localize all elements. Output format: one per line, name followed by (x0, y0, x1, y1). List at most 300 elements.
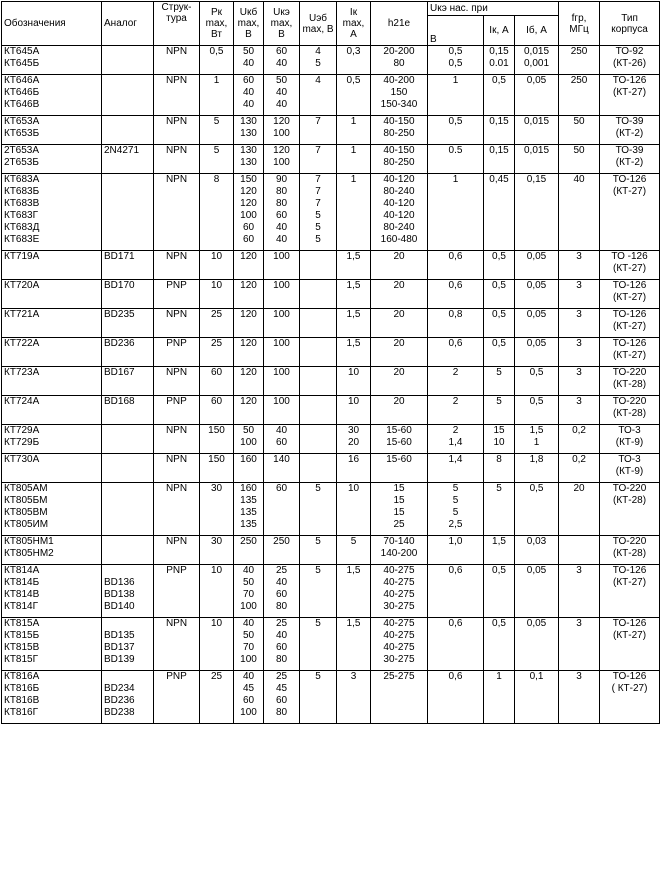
header-uke: Uкэ max, В (264, 2, 300, 46)
cell-value (339, 507, 368, 519)
cell-value: 0,5 (448, 58, 463, 69)
cell-value: 40-275 (383, 589, 415, 600)
cell-value: (КТ-26) (613, 58, 647, 69)
cell-value (373, 379, 425, 391)
cell-value (302, 630, 334, 642)
cell-value: 0,015 (524, 46, 550, 57)
cell-value: 5 (496, 396, 502, 407)
cell-value (430, 695, 481, 707)
cell-ukesat-v (428, 396, 484, 425)
cell-value (156, 87, 197, 99)
cell-uke (264, 145, 300, 174)
cell-ukesat-ik (484, 145, 515, 174)
cell-value (486, 577, 512, 589)
cell-value: BD136 (104, 577, 135, 588)
cell-value: КТ814В (4, 589, 40, 600)
cell-value (339, 263, 368, 275)
cell-value: (КТ-27) (613, 577, 647, 588)
cell-value (602, 707, 657, 719)
cell-value (561, 630, 597, 642)
cell-value (339, 99, 368, 111)
cell-value (339, 589, 368, 601)
cell-structure (154, 483, 200, 536)
cell-value: 7 (315, 145, 321, 156)
cell-value: 20 (393, 338, 405, 349)
cell-value (236, 321, 261, 333)
cell-value: ТО-126 (612, 671, 647, 682)
cell-value (339, 321, 368, 333)
cell-value: 30-275 (383, 601, 415, 612)
cell-value: 0.01 (489, 58, 509, 69)
cell-value: 25 (275, 618, 288, 629)
cell-ik (337, 174, 371, 251)
cell-analog (102, 618, 154, 671)
cell-value: 0,5 (492, 618, 506, 629)
cell-value: 25 (275, 565, 288, 576)
cell-value: 1,5 (346, 251, 361, 262)
cell-value (302, 466, 334, 478)
cell-pk (200, 174, 234, 251)
cell-value (602, 210, 657, 222)
cell-ukesat-ik (484, 338, 515, 367)
table-row (2, 280, 660, 309)
cell-ukesat-ib (515, 338, 559, 367)
cell-value: КТ646А (4, 75, 40, 86)
cell-value: (КТ-28) (613, 408, 647, 419)
cell-value: 10 (493, 437, 505, 448)
cell-value: 0,5 (492, 251, 506, 262)
cell-value: 100 (240, 601, 257, 612)
cell-value (236, 466, 261, 478)
cell-value (339, 577, 368, 589)
cell-value: КТ816А (4, 671, 40, 682)
cell-package (600, 145, 660, 174)
cell-value (156, 437, 197, 449)
cell-package (600, 565, 660, 618)
cell-value: 100 (240, 654, 257, 665)
cell-value (339, 548, 368, 560)
cell-value (236, 379, 261, 391)
cell-uke (264, 367, 300, 396)
cell-value: 100 (273, 309, 290, 320)
cell-value (517, 321, 556, 333)
cell-value (430, 87, 481, 99)
cell-value (4, 263, 99, 275)
cell-ukesat-ik (484, 618, 515, 671)
cell-value: 40 (242, 87, 255, 98)
cell-value: 45 (242, 683, 255, 694)
header-ukesat-ik: Iк, А (484, 16, 515, 46)
cell-value: ТО-220 (612, 536, 647, 547)
cell-ik (337, 425, 371, 454)
cell-fgr (559, 174, 600, 251)
cell-value (156, 548, 197, 560)
cell-ukesat-ik (484, 280, 515, 309)
cell-value (486, 234, 512, 246)
cell-value: 20 (573, 483, 585, 494)
cell-value (517, 601, 556, 613)
cell-value: КТ816В (4, 695, 40, 706)
cell-value (156, 507, 197, 519)
header-fgr: fгр, МГц (559, 2, 600, 46)
cell-value (104, 454, 151, 466)
cell-ueb (300, 338, 337, 367)
cell-value: 4 (315, 75, 321, 86)
cell-value (430, 577, 481, 589)
table-row (2, 671, 660, 724)
cell-value (156, 350, 197, 362)
cell-value: 0,6 (448, 671, 463, 682)
cell-value (104, 350, 151, 362)
cell-value: КТ805ИМ (4, 519, 49, 530)
cell-value (430, 466, 481, 478)
cell-value: 0,15 (526, 174, 547, 185)
table-row (2, 396, 660, 425)
cell-value (602, 198, 657, 210)
cell-uke (264, 483, 300, 536)
cell-pk (200, 280, 234, 309)
cell-ukesat-v (428, 425, 484, 454)
cell-h21e (371, 251, 428, 280)
cell-value: 0,001 (524, 58, 550, 69)
cell-value (156, 577, 197, 589)
cell-ukb (234, 280, 264, 309)
cell-value: 20 (393, 367, 405, 378)
cell-value: 60 (242, 234, 255, 245)
cell-value: 120 (240, 367, 257, 378)
cell-value (517, 695, 556, 707)
cell-ukesat-ib (515, 367, 559, 396)
cell-value: 80 (275, 654, 288, 665)
cell-value: 15 (393, 483, 405, 494)
cell-value: 40 (275, 222, 288, 233)
cell-value (156, 99, 197, 111)
cell-value: 30 (347, 425, 360, 436)
cell-value (517, 642, 556, 654)
cell-value (486, 548, 512, 560)
cell-value: 160 (240, 483, 257, 494)
cell-structure (154, 396, 200, 425)
cell-value: BD235 (104, 309, 135, 320)
cell-value: КТ719А (4, 251, 40, 262)
cell-value (104, 210, 151, 222)
cell-pk (200, 251, 234, 280)
cell-value: 100 (273, 396, 290, 407)
cell-value: 120 (240, 198, 257, 209)
cell-value: 120 (273, 116, 290, 127)
cell-value (517, 99, 556, 111)
cell-package (600, 174, 660, 251)
cell-ik (337, 536, 371, 565)
cell-value (517, 589, 556, 601)
cell-value (339, 292, 368, 304)
cell-value: 40-200 (383, 75, 415, 86)
cell-value: 0,15 (489, 145, 509, 156)
cell-value: 1,5 (346, 280, 361, 291)
cell-value: 0,8 (448, 309, 463, 320)
cell-value (561, 321, 597, 333)
cell-ik (337, 671, 371, 724)
cell-h21e (371, 425, 428, 454)
cell-pk (200, 396, 234, 425)
cell-value (156, 408, 197, 420)
cell-value (561, 466, 597, 478)
cell-value: 0,5 (492, 309, 506, 320)
cell-value (202, 222, 231, 234)
cell-value: (КТ-27) (613, 350, 647, 361)
cell-value (104, 174, 151, 186)
cell-value: 0,15 (489, 46, 509, 57)
cell-structure (154, 565, 200, 618)
cell-value: 150 (208, 425, 225, 436)
cell-value (339, 642, 368, 654)
cell-value (156, 466, 197, 478)
cell-value: 0,05 (526, 280, 547, 291)
cell-value: ТО-92 (615, 46, 644, 57)
cell-value: КТ683Г (4, 210, 39, 221)
cell-value: 40-120 (383, 210, 415, 221)
cell-ukb (234, 367, 264, 396)
cell-value: ТО-3 (618, 454, 641, 465)
cell-designation (2, 280, 102, 309)
cell-value (561, 601, 597, 613)
cell-uke (264, 75, 300, 116)
cell-fgr (559, 367, 600, 396)
cell-designation (2, 309, 102, 338)
cell-ukb (234, 145, 264, 174)
cell-value (486, 263, 512, 275)
cell-h21e (371, 367, 428, 396)
cell-value (302, 548, 334, 560)
cell-value: 0,5 (448, 46, 463, 57)
cell-value: 40-275 (383, 618, 415, 629)
cell-value (486, 589, 512, 601)
cell-value (202, 157, 231, 169)
transistor-specs-table (1, 1, 660, 724)
cell-fgr (559, 251, 600, 280)
cell-pk (200, 367, 234, 396)
cell-value: 120 (240, 338, 257, 349)
cell-pk (200, 671, 234, 724)
cell-value (561, 58, 597, 70)
cell-ueb (300, 425, 337, 454)
cell-value (561, 87, 597, 99)
cell-value: КТ723А (4, 367, 40, 378)
cell-value: КТ683Е (4, 234, 40, 245)
header-ik: Iк max, А (337, 2, 371, 46)
cell-value: 40-150 (383, 145, 415, 156)
cell-ukesat-v (428, 116, 484, 145)
table-row (2, 174, 660, 251)
cell-value: КТ730А (4, 454, 40, 465)
cell-ukesat-ik (484, 46, 515, 75)
cell-value: 120 (240, 396, 257, 407)
cell-value (561, 683, 597, 695)
cell-value: 20 (393, 309, 405, 320)
cell-value (373, 350, 425, 362)
cell-package (600, 116, 660, 145)
cell-ukb (234, 454, 264, 483)
cell-ik (337, 46, 371, 75)
cell-uke (264, 280, 300, 309)
cell-value (104, 263, 151, 275)
cell-value: BD170 (104, 280, 135, 291)
cell-value: 130 (240, 116, 257, 127)
cell-value: 1,5 (346, 309, 361, 320)
cell-value (486, 186, 512, 198)
cell-value: 70-140 (383, 536, 415, 547)
cell-value: 135 (240, 507, 257, 518)
cell-ukesat-ib (515, 425, 559, 454)
cell-h21e (371, 454, 428, 483)
cell-fgr (559, 425, 600, 454)
cell-value: 5 (213, 145, 220, 156)
cell-value: 3 (576, 618, 582, 629)
cell-value: 60 (275, 695, 288, 706)
cell-pk (200, 338, 234, 367)
cell-value: 40 (242, 618, 255, 629)
cell-value: 5 (315, 565, 321, 576)
cell-value (302, 367, 334, 379)
cell-value (561, 99, 597, 111)
cell-package (600, 454, 660, 483)
cell-ik (337, 251, 371, 280)
cell-value: 3 (576, 309, 582, 320)
cell-value: 10 (347, 367, 360, 378)
cell-value: 70 (242, 642, 255, 653)
cell-value (373, 263, 425, 275)
cell-value (339, 87, 368, 99)
cell-value (430, 222, 481, 234)
cell-value (561, 437, 597, 449)
cell-analog (102, 174, 154, 251)
cell-value: 25-275 (383, 671, 415, 682)
cell-ukesat-ib (515, 280, 559, 309)
cell-value: КТ720А (4, 280, 40, 291)
cell-analog (102, 396, 154, 425)
cell-fgr (559, 280, 600, 309)
cell-value (561, 654, 597, 666)
cell-fgr (559, 116, 600, 145)
cell-value: 1,0 (448, 536, 463, 547)
cell-structure (154, 280, 200, 309)
cell-value: 5 (315, 210, 321, 221)
cell-ik (337, 618, 371, 671)
cell-ukesat-ik (484, 396, 515, 425)
cell-analog (102, 75, 154, 116)
cell-value (156, 222, 197, 234)
cell-ueb (300, 483, 337, 536)
cell-value: BD135 (104, 630, 135, 641)
cell-value (266, 350, 297, 362)
cell-value: BD168 (104, 396, 135, 407)
cell-value (430, 321, 481, 333)
cell-value: 0,05 (526, 565, 547, 576)
cell-value: 40 (275, 99, 288, 110)
cell-value: 7 (315, 186, 321, 197)
table-row (2, 46, 660, 75)
cell-value: ТО-39 (615, 145, 644, 156)
cell-value: 250 (570, 75, 588, 86)
cell-value (202, 437, 231, 449)
cell-value: 30-275 (383, 654, 415, 665)
cell-value (430, 234, 481, 246)
cell-value (373, 408, 425, 420)
cell-value (104, 186, 151, 198)
cell-ukesat-ib (515, 671, 559, 724)
cell-pk (200, 425, 234, 454)
cell-value: 5 (350, 536, 357, 547)
cell-value (561, 589, 597, 601)
cell-fgr (559, 338, 600, 367)
cell-value: 5 (315, 671, 321, 682)
cell-value (302, 507, 334, 519)
cell-value (339, 379, 368, 391)
cell-value (202, 234, 231, 246)
cell-package (600, 425, 660, 454)
cell-value (430, 186, 481, 198)
cell-analog (102, 454, 154, 483)
cell-value (602, 519, 657, 531)
cell-value: ТО-126 (612, 75, 647, 86)
cell-package (600, 536, 660, 565)
cell-value: ТО -126 (611, 251, 648, 262)
cell-value (266, 321, 297, 333)
cell-value (430, 292, 481, 304)
cell-structure (154, 75, 200, 116)
cell-value (602, 222, 657, 234)
cell-value (430, 210, 481, 222)
cell-value: 25 (275, 671, 288, 682)
cell-structure (154, 618, 200, 671)
cell-fgr (559, 309, 600, 338)
cell-fgr (559, 671, 600, 724)
cell-value: 50 (573, 116, 585, 127)
cell-value: 0,05 (526, 251, 547, 262)
cell-value: 15 (393, 495, 405, 506)
cell-h21e (371, 280, 428, 309)
cell-value (517, 157, 556, 169)
cell-value: NPN (165, 251, 188, 262)
cell-value: 45 (275, 683, 288, 694)
cell-value (202, 350, 231, 362)
cell-value (430, 379, 481, 391)
cell-value: 20 (347, 437, 360, 448)
cell-value (430, 654, 481, 666)
cell-value: NPN (165, 145, 188, 156)
cell-value (339, 350, 368, 362)
cell-value (302, 454, 334, 466)
cell-ueb (300, 565, 337, 618)
cell-value (202, 186, 231, 198)
cell-value: 1,5 (492, 536, 506, 547)
cell-value (202, 630, 231, 642)
cell-value: 80-240 (383, 222, 415, 233)
cell-value: 40-275 (383, 630, 415, 641)
cell-value: 3 (576, 251, 582, 262)
cell-value (202, 519, 231, 531)
cell-value: КТ815Г (4, 654, 39, 665)
cell-value: (КТ-27) (613, 186, 647, 197)
cell-value: 0,6 (448, 251, 463, 262)
cell-value (430, 548, 481, 560)
cell-value (104, 437, 151, 449)
cell-value: PNP (166, 396, 187, 407)
cell-value (156, 589, 197, 601)
cell-value: 1 (350, 145, 357, 156)
cell-value: 40 (275, 87, 288, 98)
cell-value (561, 642, 597, 654)
